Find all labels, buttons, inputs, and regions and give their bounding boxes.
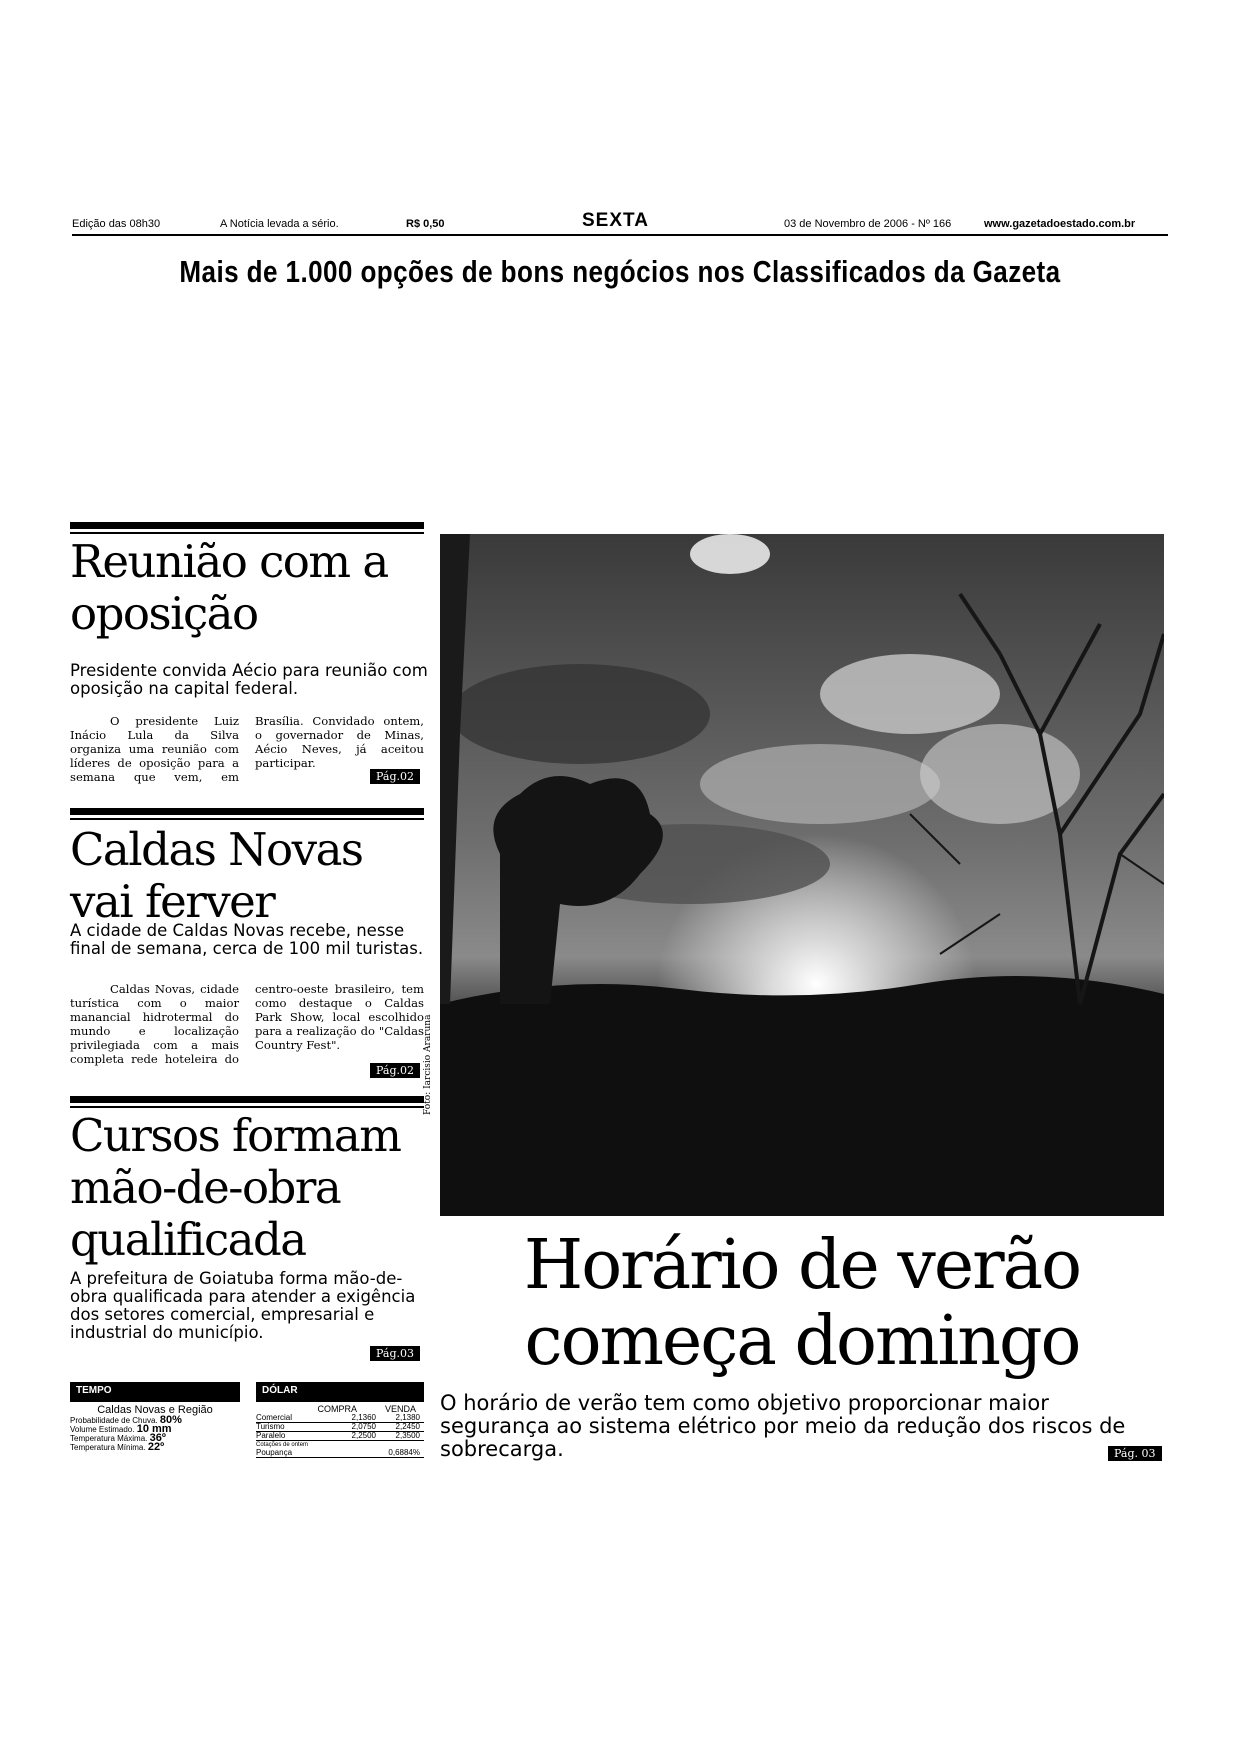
story-deck: A cidade de Caldas Novas recebe, nesse final de semana, cerca de 100 mil turistas.	[70, 921, 424, 958]
dollar-header: COMPRA VENDA	[317, 1404, 416, 1414]
sunset-photo	[440, 534, 1164, 1216]
slogan: A Notícia levada a sério.	[220, 218, 339, 230]
story-body: O presidente Luiz Inácio Lula da Silva organiza uma reunião com líderes de oposição para a semana que vem, em Brasília. Convidado ontem, o governador de Minas, Aécio Neves, já aceitou participar.	[70, 714, 424, 784]
story-headline: Reunião com a oposição	[70, 535, 388, 640]
weather-title: TEMPO	[70, 1382, 240, 1402]
story-headline: Cursos formam mão-de-obra qualificada	[70, 1109, 401, 1266]
weather-region: Caldas Novas e Região	[97, 1404, 213, 1416]
classifieds-banner: Mais de 1.000 opções de bons negócios nos Classificados da Gazeta	[179, 254, 1061, 289]
website: www.gazetadoestado.com.br	[984, 218, 1136, 230]
dollar-box	[256, 1382, 424, 1458]
weather-row: Temperatura Máxima. 36º	[70, 1432, 166, 1444]
story-rule	[70, 818, 424, 820]
story-deck: Presidente convida Aécio para reunião com oposição na capital federal.	[70, 661, 428, 698]
dollar-row: Paralelo 2,2500 2,3500	[256, 1432, 424, 1441]
dollar-note: Cotações de ontem	[256, 1442, 309, 1448]
story-rule	[70, 1096, 424, 1103]
page-reference: Pág.02	[370, 769, 420, 784]
price: R$ 0,50	[406, 218, 445, 230]
dollar-title: DÓLAR	[256, 1382, 424, 1402]
dollar-row: Turismo 2,0750 2,2450	[256, 1423, 424, 1432]
weather-row: Volume Estimado. 10 mm	[70, 1423, 172, 1435]
main-deck: O horário de verão tem como objetivo proporcionar maior segurança ao sistema elétrico por meio da redução dos riscos de sobrecarga.	[440, 1391, 1126, 1461]
page-reference: Pág.03	[370, 1346, 420, 1361]
story-body: Caldas Novas, cidade turística com o maior manancial hidrotermal do mundo e localização privilegiada com a mais completa rede hoteleira do centro-oeste brasileiro, tem como destaque o Caldas Park Show, local escolhido para a realização do "Caldas Country Fest".	[70, 982, 424, 1066]
photo-credit: Foto: Iarcisio Araruna	[423, 1014, 433, 1115]
weather-box	[70, 1382, 240, 1452]
weather-row: Probabilidade de Chuva. 80%	[70, 1414, 182, 1426]
story-rule	[70, 532, 424, 534]
story-rule	[70, 808, 424, 815]
page-reference: Pág. 03	[1108, 1446, 1162, 1461]
dollar-row: Comercial 2,1360 2,1380	[256, 1414, 424, 1423]
edition-time: Edição das 08h30	[72, 218, 161, 230]
weekday: SEXTA	[582, 210, 649, 231]
masthead	[72, 210, 1168, 234]
date-issue: 03 de Novembro de 2006 - Nº 166	[784, 218, 952, 230]
story-deck: A prefeitura de Goiatuba forma mão-de-obra qualificada para atender a exigência dos setores comercial, empresarial e industrial do município.	[70, 1269, 416, 1342]
story-headline: Caldas Novas vai ferver	[70, 823, 363, 928]
story-rule	[70, 522, 424, 529]
masthead-rule	[72, 234, 1168, 236]
main-headline: Horário de verão começa domingo	[523, 1226, 1081, 1381]
savings-row: Poupança 0,6884%	[256, 1449, 424, 1458]
page-reference: Pág.02	[370, 1063, 420, 1078]
story-rule	[70, 1106, 424, 1108]
weather-row: Temperatura Mínima. 22º	[70, 1441, 165, 1453]
